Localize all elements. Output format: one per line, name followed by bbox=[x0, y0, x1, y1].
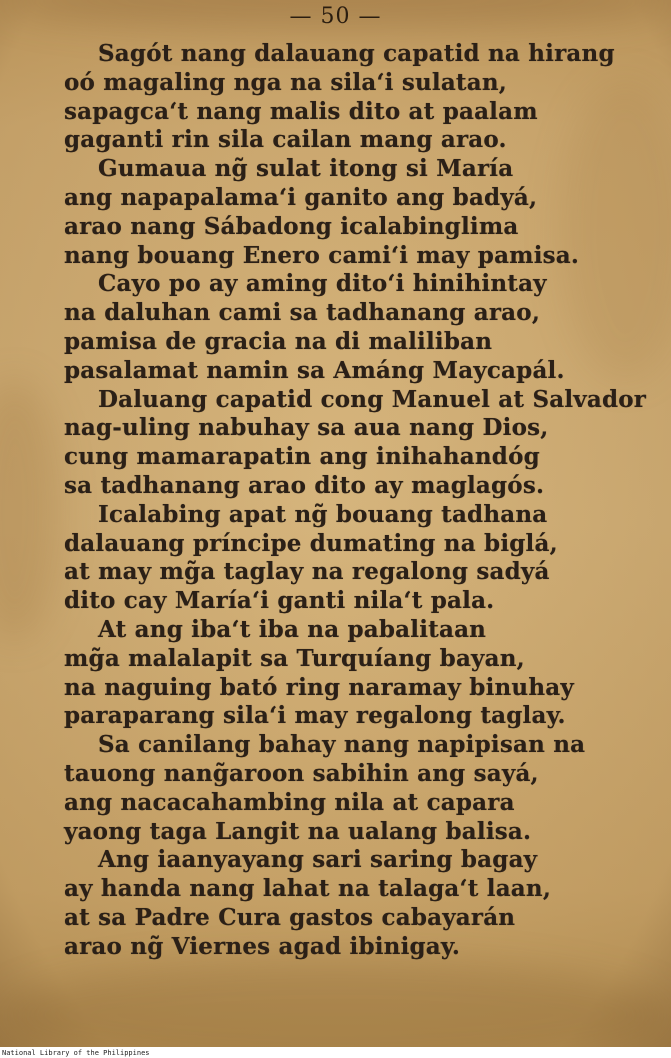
poem-line: Cayo po ay aming dito‘i hinihintay bbox=[98, 270, 547, 298]
poem-line: sa tadhanang arao dito ay maglagós. bbox=[64, 471, 545, 499]
poem-line: na daluhan cami sa tadhanang arao, bbox=[64, 299, 541, 327]
poem-line: Daluang capatid cong Manuel at Salvador bbox=[98, 385, 647, 413]
poem-line: Sagót nang dalauang capatid na hirang bbox=[98, 40, 615, 67]
poem-line: ang nacacahambing nila at capara bbox=[64, 788, 515, 816]
poem-line: paraparang sila‘i may regalong taglay. bbox=[64, 702, 566, 730]
page-number: — 50 — bbox=[289, 4, 382, 29]
poem-line: dalauang príncipe dumating na biglá, bbox=[64, 529, 558, 557]
poem-text bbox=[64, 40, 647, 962]
poem-line: ay handa nang lahat na talaga‘t laan, bbox=[64, 875, 552, 903]
poem-line: nang bouang Enero cami‘i may pamisa. bbox=[64, 241, 580, 269]
poem-line: at sa Padre Cura gastos cabayarán bbox=[64, 903, 516, 931]
library-credit: National Library of the Philippines bbox=[2, 1049, 150, 1057]
poem-line: pamisa de gracia na di maliliban bbox=[64, 327, 493, 355]
poem-line: dito cay María‘i ganti nila‘t pala. bbox=[64, 587, 495, 615]
poem-line: Icalabing apat ng̃ bouang tadhana bbox=[98, 500, 548, 528]
poem-line: at may mg̃a taglay na regalong sadyá bbox=[64, 558, 550, 586]
poem-line: pasalamat namin sa Amáng Maycapál. bbox=[64, 356, 565, 384]
poem-line: gaganti rin sila cailan mang arao. bbox=[64, 126, 507, 154]
poem-line: Ang iaanyayang sari saring bagay bbox=[98, 846, 538, 874]
poem-line: sapagca‘t nang malis dito at paalam bbox=[64, 97, 538, 125]
poem-line: ang napapalama‘i ganito ang badyá, bbox=[64, 183, 538, 211]
poem-line: yaong taga Langit na ualang balisa. bbox=[64, 817, 532, 845]
poem-line: arao nang Sábadong icalabinglima bbox=[64, 212, 519, 240]
poem-line: tauong nang̃aroon sabihin ang sayá, bbox=[64, 759, 539, 787]
poem-line: Gumaua ng̃ sulat itong si María bbox=[98, 155, 514, 183]
poem-line: nag-uling nabuhay sa aua nang Dios, bbox=[64, 414, 549, 442]
poem-line: oó magaling nga na sila‘i sulatan, bbox=[64, 68, 507, 96]
poem-line: At ang iba‘t iba na pabalitaan bbox=[98, 615, 487, 643]
paper-stain bbox=[0, 960, 671, 1047]
paper-stain bbox=[0, 380, 60, 640]
poem-line: cung mamarapatin ang inihahandóg bbox=[64, 443, 540, 471]
poem-line: mg̃a malalapit sa Turquíang bayan, bbox=[64, 644, 525, 672]
poem-line: na naguing bató ring naramay binuhay bbox=[64, 673, 574, 701]
poem-line: arao ng̃ Viernes agad ibinigay. bbox=[64, 932, 461, 960]
poem-line: Sa canilang bahay nang napipisan na bbox=[98, 731, 586, 759]
